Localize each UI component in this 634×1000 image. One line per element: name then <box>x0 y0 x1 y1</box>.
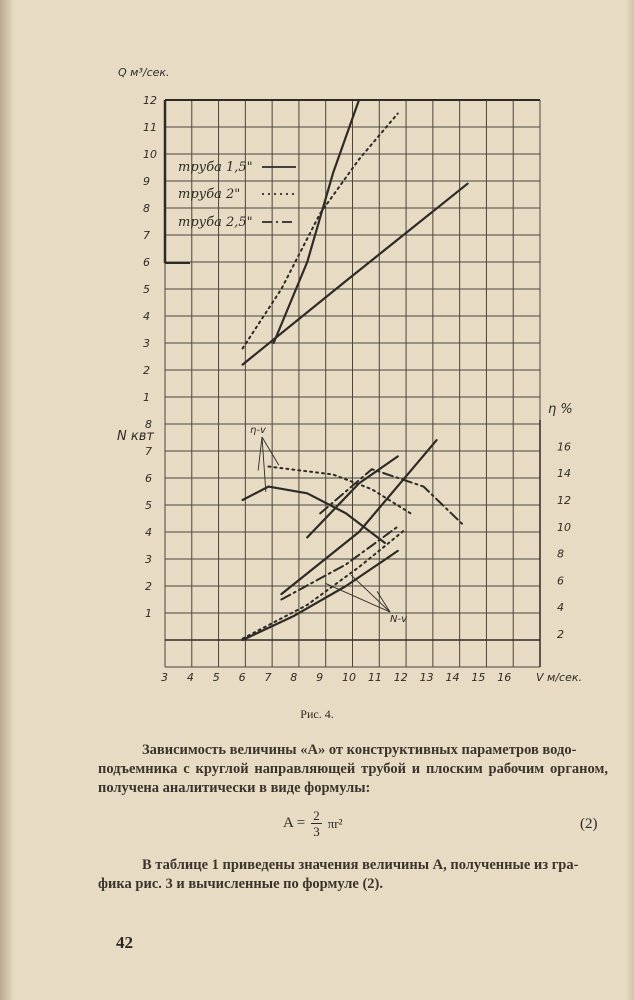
legend-label: труба 2" <box>178 187 241 202</box>
x-axis-label: V м/сек. <box>536 671 582 684</box>
figure-caption: Рис. 4. <box>300 707 334 721</box>
x-tick-label: 14 <box>445 671 460 684</box>
n-tick-label: 7 <box>145 445 152 458</box>
n-tick-label: 2 <box>145 580 152 593</box>
n-tick-label: 8 <box>145 418 152 431</box>
n-series-line <box>243 529 406 638</box>
n-tick-label: 3 <box>145 553 152 566</box>
x-tick-label: 10 <box>342 671 357 684</box>
q-tick-label: 10 <box>143 148 157 161</box>
legend-label: труба 1,5" <box>178 160 253 175</box>
x-tick-label: 3 <box>161 671 168 684</box>
formula-lhs: A = <box>283 815 306 831</box>
eta-tick-label: 4 <box>557 601 564 615</box>
q-tick-label: 8 <box>143 202 150 215</box>
q-tick-label: 3 <box>143 337 150 350</box>
q-tick-label: 6 <box>143 256 150 269</box>
eta-tick-label: 16 <box>557 440 571 454</box>
eta-tick-label: 12 <box>557 494 571 507</box>
x-tick-label: 9 <box>316 671 324 684</box>
formula-numerator: 2 <box>313 808 320 823</box>
eta-tick-label: 2 <box>557 628 564 641</box>
q-tick-label: 4 <box>143 310 150 323</box>
paragraph-2-body: фика рис. 3 и вычисленные по формуле (2). <box>98 876 383 892</box>
q-tick-label: 2 <box>143 364 150 377</box>
q-series-line <box>243 114 398 349</box>
legend-label: труба 2,5" <box>178 215 253 230</box>
x-tick-label: 11 <box>367 671 382 684</box>
q-series-line <box>243 184 468 365</box>
x-tick-label: 4 <box>186 671 194 684</box>
n-v-leader <box>325 583 390 612</box>
equation-number: (2) <box>580 816 598 832</box>
q-tick-label: 12 <box>143 94 157 107</box>
n-axis-label: N квт <box>117 429 154 444</box>
x-tick-label: 7 <box>264 671 272 684</box>
eta-v-annotation: η-v <box>250 425 266 436</box>
x-tick-label: 6 <box>238 671 246 684</box>
x-tick-label: 16 <box>497 671 512 684</box>
n-v-leader <box>351 575 390 612</box>
n-v-annotation: N-v <box>390 614 408 625</box>
n-tick-label: 4 <box>145 526 152 539</box>
formula-denominator: 3 <box>313 824 320 839</box>
eta-series-line <box>243 487 385 543</box>
formula-2 <box>283 808 343 839</box>
n-tick-label: 1 <box>145 607 152 620</box>
n-series-line <box>281 440 436 594</box>
q-tick-label: 9 <box>143 175 150 188</box>
paragraph-2-first-line: В таблице 1 приведены значения величины А, полученные из гра- <box>142 857 579 873</box>
q-tick-label: 1 <box>143 391 150 404</box>
eta-tick-label: 14 <box>557 467 571 481</box>
page-number: 42 <box>116 933 133 952</box>
x-tick-label: 13 <box>419 671 434 684</box>
x-tick-label: 15 <box>471 671 486 684</box>
q-tick-label: 11 <box>143 121 157 134</box>
q-axis-label: Q м³/сек. <box>118 66 170 79</box>
paragraph-1-body: подъемника с круглой направляющей трубой и плоским рабочим органом, получена аналитически в виде формулы: <box>98 761 608 796</box>
formula-rhs: πr² <box>327 815 343 831</box>
q-tick-label: 7 <box>143 229 150 242</box>
x-tick-label: 8 <box>290 671 298 684</box>
eta-v-leader <box>258 437 262 471</box>
n-tick-label: 6 <box>145 472 152 485</box>
eta-tick-label: 8 <box>557 547 564 561</box>
paragraph-1-first-line: Зависимость величины «А» от конструктивных параметров водо- <box>142 742 577 758</box>
q-tick-label: 5 <box>143 283 150 296</box>
formula-fraction <box>311 808 322 839</box>
n-tick-label: 5 <box>145 499 152 512</box>
eta-v-leader <box>262 437 266 492</box>
eta-tick-label: 6 <box>557 574 564 588</box>
x-tick-label: 12 <box>393 671 408 684</box>
eta-axis-label: η % <box>548 402 573 417</box>
x-tick-label: 5 <box>212 671 220 684</box>
eta-tick-label: 10 <box>557 520 571 534</box>
